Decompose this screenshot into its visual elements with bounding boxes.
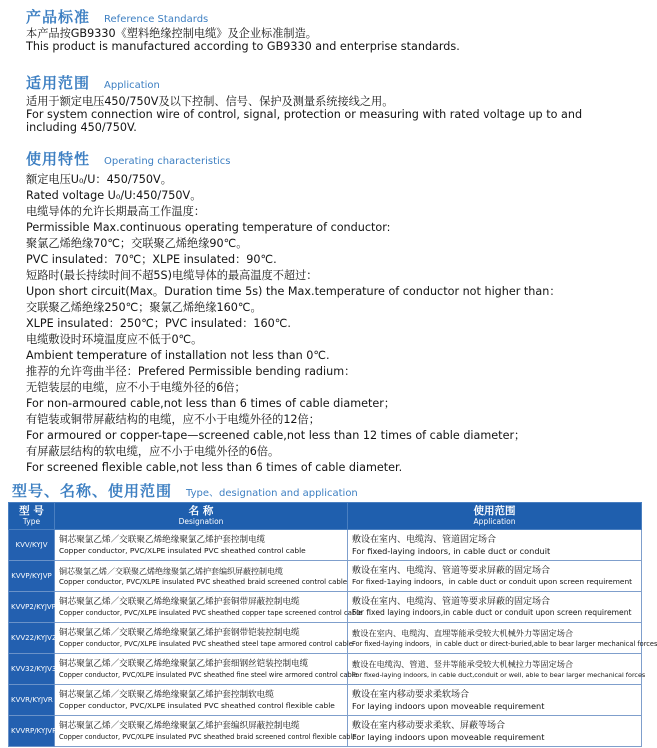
application-title-en: Application <box>104 80 160 91</box>
row-type: KVV22/KYJV22 <box>9 623 55 654</box>
row-application: 敷设在室内、电缆沟、管道等要求屏蔽的固定场合 For fixed laying indoors,in cable duct or conduit upon screen requirement <box>348 592 642 623</box>
char-line-11: Ambient temperature of installation not less than 0℃. <box>26 349 330 362</box>
application-line-cn: 适用于额定电压450/750V及以下控制、信号、保护及测量系统接线之用。 <box>26 95 394 108</box>
char-line-2: 电缆导体的允许长期最高工作温度： <box>26 205 206 218</box>
header-application: 使用范围 Application <box>348 503 642 530</box>
row-application: 敷设在室内移动要求柔软场合 For laying indoors upon moveable requirement <box>348 685 642 716</box>
char-line-13: 无铠装层的电缆，应不小于电缆外径的6倍； <box>26 381 246 394</box>
table-row <box>9 685 642 716</box>
table-row <box>9 561 642 592</box>
row-designation: 铜芯聚氯乙烯／交联聚乙烯绝缘聚氯乙烯护套铜带屏蔽控制电缆 Copper conductor, PVC/XLPE insulated PVC sheathed copper tape screened control cable <box>55 592 348 623</box>
char-line-3: Permissible Max.continuous operating temperature of conductor: <box>26 221 391 234</box>
char-line-14: For non-armoured cable,not less than 6 times of cable diameter； <box>26 397 396 410</box>
char-line-8: 交联聚乙烯绝缘250℃；聚氯乙烯绝缘160℃。 <box>26 301 262 314</box>
char-line-4: 聚氯乙烯绝缘70℃；交联聚乙烯绝缘90℃。 <box>26 237 248 250</box>
row-designation: 铜芯聚氯乙烯／交联聚乙烯绝缘聚氯乙烯护套控制软电缆 Copper conductor, PVC/XLPE insulated PVC sheathed control flexible cable <box>55 685 348 716</box>
characteristics-title-en: Operating characteristics <box>104 156 231 167</box>
row-application: 敷设在电缆沟、管道、竖井等能承受较大机械拉力等固定场合 For fixed-laying indoors, in cable duct,conduit or well, able to bear larger mechanical forces <box>348 654 642 685</box>
standards-title-en: Reference Standards <box>104 14 209 25</box>
char-line-12: 推荐的允许弯曲半径：Prefered Permissible bending radium： <box>26 365 356 378</box>
char-line-10: 电缆敷设时环境温度应不低于0℃。 <box>26 333 203 346</box>
row-type: KVV/KYJV <box>9 530 55 561</box>
char-line-18: For screened flexible cable,not less than 6 times of cable diameter. <box>26 461 403 474</box>
product-table <box>8 502 657 747</box>
table-header-row <box>9 503 642 530</box>
row-type: KVVR/KYJVR <box>9 685 55 716</box>
char-line-15: 有铠装或铜带屏蔽结构的电缆，应不小于电缆外径的12倍； <box>26 413 320 426</box>
application-heading <box>26 72 160 93</box>
row-designation: 铜芯聚氯乙烯／交联聚乙烯绝缘聚氯乙烯护套细钢丝铠装控制电缆 Copper conductor, PVC/XLPE insulated PVC sheathed fine steel wire armored control cable <box>55 654 348 685</box>
row-designation: 铜芯聚氯乙烯／交联聚乙烯绝缘聚氯乙烯护套编织屏蔽控制电缆 Copper conductor, PVC/XLPE insulated PVC sheathed braid screened control flexible cable <box>55 716 348 747</box>
char-line-6: 短路时(最长持续时间不超5S)电缆导体的最高温度不超过： <box>26 269 318 282</box>
standards-line-cn: 本产品按GB9330《塑料绝缘控制电缆》及企业标准制造。 <box>26 27 317 40</box>
char-line-5: PVC insulated：70℃；XLPE insulated：90℃. <box>26 253 277 266</box>
table-row <box>9 716 642 747</box>
row-designation: 铜芯聚氯乙烯／交联聚乙烯绝缘聚氯乙烯护套编织屏蔽控制电缆 Copper conductor, PVC/XLPE insulated PVC sheathed braid screened control cable <box>55 561 348 592</box>
table-row <box>9 623 642 654</box>
row-type: KVVRP/KYJVRP <box>9 716 55 747</box>
header-type: 型 号 Type <box>9 503 55 530</box>
application-line-en: For system connection wire of control, signal, protection or measuring with rated voltage up to and including 450/750V. <box>26 108 583 134</box>
table-row <box>9 592 642 623</box>
row-application: 敷设在室内、电缆沟、管道等要求屏蔽的固定场合 For fixed-1aying indoors，in cable duct or conduit upon screen requirement <box>348 561 642 592</box>
row-type: KVVP/KYJVP <box>9 561 55 592</box>
char-line-9: XLPE insulated：250℃；PVC insulated：160℃. <box>26 317 291 330</box>
types-heading <box>12 480 358 501</box>
char-line-17: 有屏蔽层结构的软电缆，应不小于电缆外径的6倍。 <box>26 445 280 458</box>
standards-heading <box>26 6 208 27</box>
char-line-7: Upon short circuit(Max。Duration time 5s) the Max.temperature of conductor not higher than： <box>26 285 561 298</box>
row-application: 敷设在室内、电缆沟、直埋等能承受较大机械外力等固定场合 For fixed-laying indoors，in cable duct or direct-buried,able to bear larger mechanical forces <box>348 623 642 654</box>
row-application: 敷设在室内移动要求柔软、屏蔽等场合 For laying indoors upon moveable requirement <box>348 716 642 747</box>
standards-line-en: This product is manufactured according to GB9330 and enterprise standards. <box>26 40 460 53</box>
char-line-0: 额定电压U₀/U：450/750V。 <box>26 173 172 186</box>
row-type: KVVP2/KYJVP2 <box>9 592 55 623</box>
header-designation: 名 称 Designation <box>55 503 348 530</box>
row-designation: 铜芯聚氯乙烯／交联聚乙烯绝缘聚氯乙烯护套控制电缆 Copper conductor, PVC/XLPE insulated PVC sheathed control cable <box>55 530 348 561</box>
standards-title-cn: 产品标准 <box>26 8 91 26</box>
row-application: 敷设在室内、电缆沟、管道固定场合 For fixed-laying indoors, in cable duct or conduit <box>348 530 642 561</box>
table-row <box>9 654 642 685</box>
types-title-cn: 型号、名称、使用范围 <box>12 482 173 500</box>
char-line-1: Rated voltage U₀/U:450/750V。 <box>26 189 202 202</box>
characteristics-title-cn: 使用特性 <box>26 150 91 168</box>
table-row <box>9 530 642 561</box>
row-type: KVV32/KYJV32 <box>9 654 55 685</box>
row-designation: 铜芯聚氯乙烯／交联聚乙烯绝缘聚氯乙烯护套钢带铠装控制电缆 Copper conductor, PVC/XLPE insulated PVC sheathed steel tape armored control cable <box>55 623 348 654</box>
characteristics-heading <box>26 148 230 169</box>
types-title-en: Type、designation and application <box>186 488 358 499</box>
char-line-16: For armoured or copper-tape—screened cable,not less than 12 times of cable diameter； <box>26 429 526 442</box>
application-title-cn: 适用范围 <box>26 74 91 92</box>
